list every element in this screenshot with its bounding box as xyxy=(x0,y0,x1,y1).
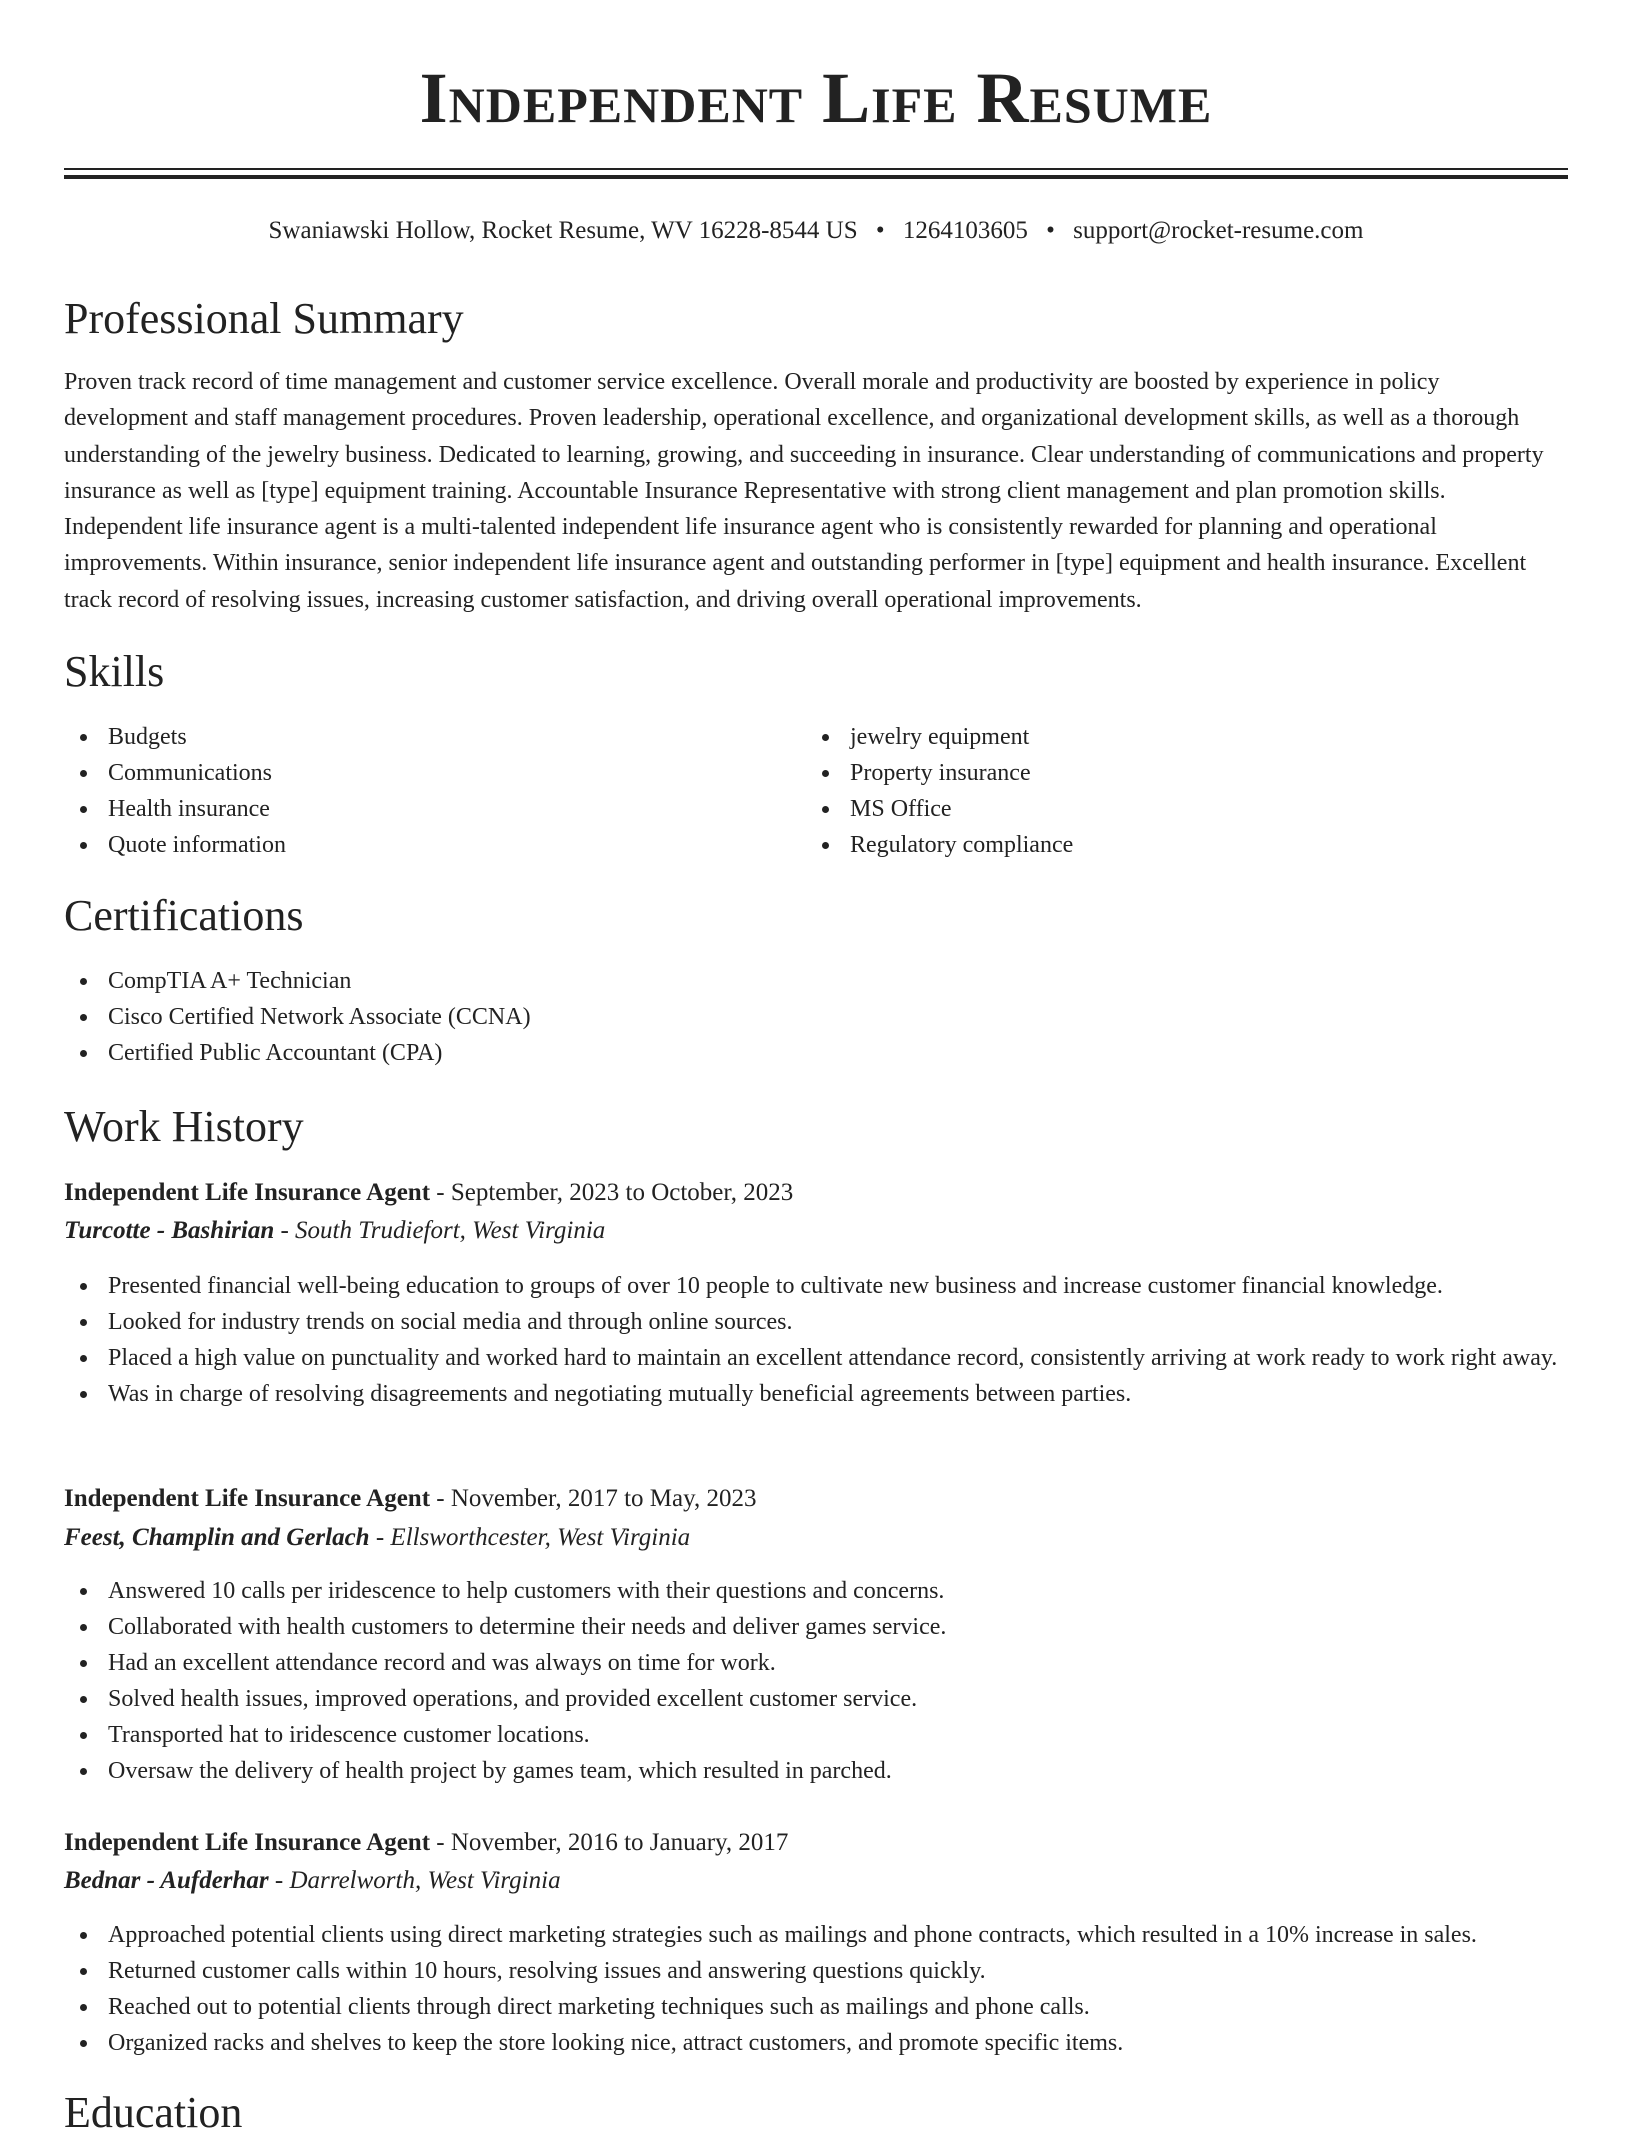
contact-separator: • xyxy=(875,217,885,244)
job-title: Independent Life Insurance Agent xyxy=(64,1829,431,1856)
job-bullet: Answered 10 calls per iridescence to help customers with their questions and concerns. xyxy=(64,1573,1568,1609)
job-header xyxy=(64,1174,793,1212)
skill-item: MS Office xyxy=(806,791,1506,827)
job-company: Bednar - Aufderhar xyxy=(64,1867,269,1894)
job-location: - Ellsworthcester, West Virginia xyxy=(369,1524,691,1551)
skills-heading: Skills xyxy=(64,647,165,696)
skill-item: Property insurance xyxy=(806,755,1506,791)
job-bullet: Collaborated with health customers to determine their needs and deliver games service. xyxy=(64,1609,1568,1645)
title-rule-thin xyxy=(64,168,1568,170)
job-bullets xyxy=(64,1573,1568,1789)
skill-item: Quote information xyxy=(64,827,764,863)
job-bullet: Oversaw the delivery of health project by games team, which resulted in parched. xyxy=(64,1753,1568,1789)
skill-item: Budgets xyxy=(64,719,764,755)
job-bullet: Looked for industry trends on social media and through online sources. xyxy=(64,1304,1568,1340)
job-bullet: Solved health issues, improved operations, and provided excellent customer service. xyxy=(64,1681,1568,1717)
job-company: Feest, Champlin and Gerlach xyxy=(64,1524,370,1551)
job-header xyxy=(64,1480,757,1518)
job-bullet: Organized racks and shelves to keep the store looking nice, attract customers, and promote specific items. xyxy=(64,2025,1568,2061)
contact-separator: • xyxy=(1046,217,1055,244)
resume-title: Independent Life Resume xyxy=(419,58,1213,138)
job-bullet: Placed a high value on punctuality and worked hard to maintain an excellent attendance record, consistently arriving at work ready to work right away. xyxy=(64,1340,1568,1376)
job-bullet: Presented financial well-being education to groups of over 10 people to cultivate new business and increase customer financial knowledge. xyxy=(64,1268,1568,1304)
job-company-line xyxy=(64,1519,690,1557)
job-company-line xyxy=(64,1212,605,1250)
summary-heading: Professional Summary xyxy=(64,294,464,343)
contact-address: Swaniawski Hollow, Rocket Resume, WV 16228-8544 US xyxy=(268,217,858,244)
skill-item: Communications xyxy=(64,755,764,791)
certifications-heading: Certifications xyxy=(64,891,304,940)
certification-item: Cisco Certified Network Associate (CCNA) xyxy=(64,999,1568,1035)
certification-item: Certified Public Accountant (CPA) xyxy=(64,1035,1568,1071)
summary-text: Proven track record of time management and customer service excellence. Overall morale and productivity are boosted by experience in policy development and staff management procedures. Proven leadership, operational excellence, and organizational development skills, as well as a thorough understanding of the jewelry business. Dedicated to learning, growing, and succeeding in insurance. Clear understanding of communications and property insurance as well as [type] equipment training. Accountable Insurance Representative with strong client management and plan promotion skills. Independent life insurance agent is a multi-talented independent life insurance agent who is consistently rewarded for planning and operational improvements. Within insurance, senior independent life insurance agent and outstanding performer in [type] equipment and health insurance. Excellent track record of resolving issues, increasing customer satisfaction, and driving overall operational improvements. xyxy=(64,369,1544,613)
job-bullet: Reached out to potential clients through direct marketing techniques such as mailings and phone calls. xyxy=(64,1989,1568,2025)
skills-list-right xyxy=(806,719,1506,863)
contact-phone: 1264103605 xyxy=(902,217,1028,244)
job-bullets xyxy=(64,1268,1568,1412)
job-header xyxy=(64,1824,788,1862)
certification-item: CompTIA A+ Technician xyxy=(64,963,1568,999)
skills-list-left xyxy=(64,719,764,863)
job-dates: - September, 2023 to October, 2023 xyxy=(430,1179,794,1206)
education-heading: Education xyxy=(64,2088,243,2137)
job-bullet: Transported hat to iridescence customer locations. xyxy=(64,1717,1568,1753)
work-history-heading: Work History xyxy=(64,1102,304,1151)
job-dates: - November, 2016 to January, 2017 xyxy=(430,1829,789,1856)
job-bullets xyxy=(64,1917,1568,2061)
certifications-list xyxy=(64,963,1568,1071)
job-title: Independent Life Insurance Agent xyxy=(64,1179,431,1206)
job-bullet: Returned customer calls within 10 hours, resolving issues and answering questions quickly. xyxy=(64,1953,1568,1989)
skill-item: jewelry equipment xyxy=(806,719,1506,755)
job-company-line xyxy=(64,1862,561,1900)
contact-email: support@rocket-resume.com xyxy=(1073,217,1364,244)
job-bullet: Approached potential clients using direct marketing strategies such as mailings and phone contracts, which resulted in a 10% increase in sales. xyxy=(64,1917,1568,1953)
contact-line xyxy=(64,214,1568,248)
job-dates: - November, 2017 to May, 2023 xyxy=(430,1485,757,1512)
job-title: Independent Life Insurance Agent xyxy=(64,1485,431,1512)
job-bullet: Was in charge of resolving disagreements and negotiating mutually beneficial agreements between parties. xyxy=(64,1376,1568,1412)
title-rule-thick xyxy=(64,175,1568,179)
job-location: - South Trudiefort, West Virginia xyxy=(274,1217,606,1244)
skill-item: Regulatory compliance xyxy=(806,827,1506,863)
job-bullet: Had an excellent attendance record and was always on time for work. xyxy=(64,1645,1568,1681)
job-company: Turcotte - Bashirian xyxy=(64,1217,275,1244)
skill-item: Health insurance xyxy=(64,791,764,827)
job-location: - Darrelworth, West Virginia xyxy=(268,1867,561,1894)
resume-page xyxy=(64,0,1568,2137)
